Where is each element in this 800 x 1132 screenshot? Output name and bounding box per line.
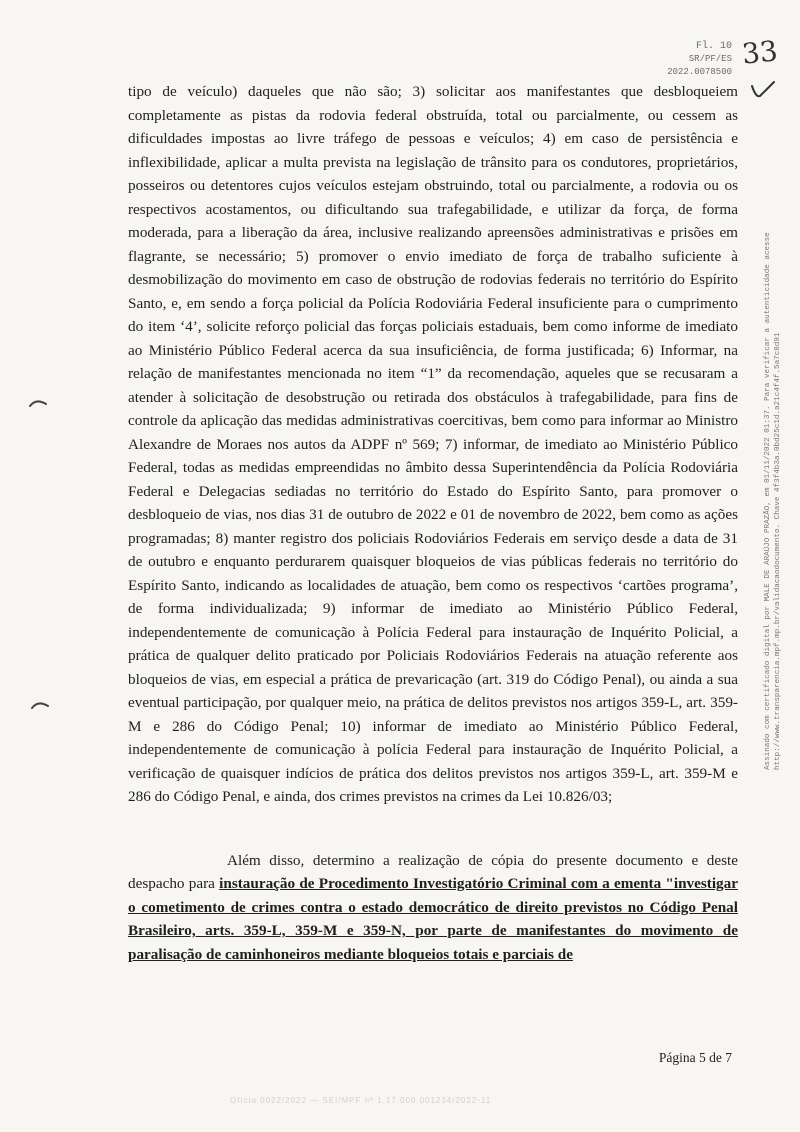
handwritten-check-icon — [750, 80, 776, 102]
document-body — [128, 80, 738, 966]
handwritten-page-number: 33 — [740, 34, 780, 71]
signature-line-1: Assinado com certificado digital por MALE DE ARAÚJO PRAZÃO, em 01/11/2022 01:37. Para verificar a autenticidade acesse — [764, 232, 772, 770]
stamp-process: 2022.0078500 — [667, 67, 732, 77]
stamp-org: SR/PF/ES — [688, 54, 732, 64]
determination-ementa: instauração de Procedimento Investigatório Criminal com a ementa "investigar o cometimento de crimes contra o estado democrático de direito previstos no Código Penal Brasileiro, arts. 359-L, 359-M e 359-N, por parte de manifestantes do movimento de paralisação de caminhoneiros mediante bloqueios totais e parciais de — [128, 875, 738, 963]
paragraph-recommendations: tipo de veículo) daqueles que não são; 3) solicitar aos manifestantes que desbloqueiem completamente as pistas da rodovia federal obstruída, total ou parcialmente, ou cessem as dificuldades impostas ao livre tráfego de pessoas e veículos; 4) em caso de persistência e inflexibilidade, aplicar a multa prevista na legislação de trânsito para os condutores, proprietários, posseiros ou detentores cujos veículos estejam obstruindo, total ou parcialmente, a rodovia ou os respectivos acostamentos, ou dificultando sua trafegabilidade, e utilizar da força, de forma moderada, para a liberação da área, inclusive realizando apreensões administrativas e prisões em flagrante, se necessário; 5) promover o envio imediato de força de trabalho suficiente à desmobilização do movimento em caso de obstrução de rodovias federais no território do Espírito Santo, e, em sendo a força policial da Polícia Rodoviária Federal insuficiente para o cumprimento do item ‘4’, solicite reforço policial das forças policiais estaduais, bem como informe de imediato ao Ministério Público Federal acerca da sua insuficiência, de forma justificada; 6) Informar, na relação de manifestantes mencionada no item “1” da recomendação, aqueles que se recusaram a atender à solicitação de desobstrução ou retirada dos obstáculos à trafegabilidade, para fins de controle da aplicação das medidas administrativas coercitivas, bem como para informar ao Ministro Alexandre de Moraes nos autos da ADPF nº 569; 7) informar, de imediato ao Ministério Público Federal, todas as medidas empreendidas no âmbito dessa Superintendência da Polícia Rodoviária Federal e Delegacias sediadas no território do Estado do Espírito Santo, para promover o desbloqueio de vias, nos dias 31 de outubro de 2022 e 01 de novembro de 2022, bem como as ações programadas; 8) manter registro dos policiais Rodoviários Federais em serviço desde a data de 31 de outubro e enquanto perdurarem quaisquer bloqueios de vias públicas federais no território do Espírito Santo, indicando as localidades de atuação, bem como os respectivos ‘cartões programa’, de forma individualizada; 9) informar de imediato ao Ministério Público Federal, independentemente de comunicação à Polícia Federal para instauração de Inquérito Policial, a prática de qualquer delito praticado por Policiais Rodoviários Federais na atuação referente aos bloqueios de vias, em especial a prática de prevaricação (art. 319 do Código Penal), ou ainda a sua eventual participação, por qualquer meio, na prática de delitos previstos nos artigos 359-L, art. 359-M e 286 do Código Penal; 10) informar de imediato ao Ministério Público Federal, independentemente de comunicação à polícia Federal para instauração de Inquérito Policial, a verificação de quaisquer indícios de prática dos delitos previstos nos artigos 359-L, art. 359-M e 286 do Código Penal, e ainda, dos crimes previstos na crimes da Lei 10.826/03; — [128, 83, 738, 805]
page-number: Página 5 de 7 — [658, 1050, 732, 1065]
protocol-stamp — [667, 40, 732, 79]
margin-mark-icon — [30, 700, 50, 710]
signature-line-2: http://www.transparencia.mpf.mp.br/validacaodocumento. Chave 4f3f4b3a.0bd25c1d.a21c4f4f.5a7c8d91 — [773, 332, 782, 770]
stamp-folio: Fl. 10 — [695, 41, 732, 52]
determination-intro: Além disso, determino a realização de cópia do presente documento e deste despacho para — [128, 851, 738, 892]
faded-footer: Ofício 0022/2022 — SEI/MPF nº 1.17.000.001234/2022-11 — [230, 1096, 492, 1105]
margin-mark-icon — [28, 398, 48, 408]
digital-signature-note — [764, 232, 783, 770]
paragraph-determination — [128, 849, 738, 967]
